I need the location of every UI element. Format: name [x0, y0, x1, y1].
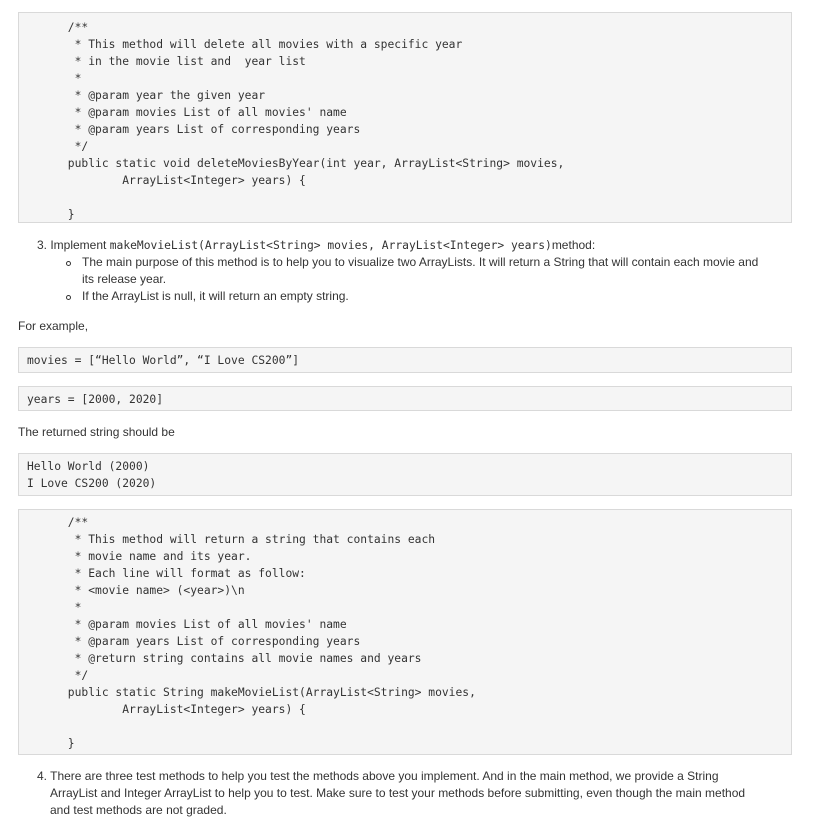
code-line: /** — [27, 21, 89, 34]
bullet-text: The main purpose of this method is to help you to visualize two ArrayLists. It will return a String that will contain each movie and — [82, 255, 759, 269]
item-3-suffix: method: — [551, 238, 596, 252]
code-line: */ — [27, 140, 89, 153]
code-line: /** — [27, 516, 89, 529]
code-line: * @param movies List of all movies' name — [27, 618, 347, 631]
code-line: * — [27, 72, 82, 85]
code-line: * @param years List of corresponding years — [27, 123, 361, 136]
code-line: movies = [“Hello World”, “I Love CS200”] — [27, 354, 300, 367]
code-line: years = [2000, 2020] — [27, 393, 164, 406]
code-line: * <movie name> (<year>)\n — [27, 584, 245, 597]
code-line: * Each line will format as follow: — [27, 567, 306, 580]
code-line — [27, 189, 791, 206]
code-line: * in the movie list and year list — [27, 55, 306, 68]
code-line: * @param year the given year — [27, 89, 266, 102]
bullet-text: If the ArrayList is null, it will return an empty string. — [82, 289, 349, 303]
list-item-4-line-3: and test methods are not graded. — [50, 803, 227, 817]
returned-string-text: The returned string should be — [18, 425, 175, 439]
item-3-method-signature: makeMovieList(ArrayList<String> movies, ArrayList<Integer> years) — [109, 239, 552, 252]
code-line: ArrayList<Integer> years) { — [27, 174, 306, 187]
code-line: public static void deleteMoviesByYear(int year, ArrayList<String> movies, — [27, 157, 565, 170]
code-line: } — [27, 737, 75, 750]
code-line: * — [27, 601, 82, 614]
code-line: * movie name and its year. — [27, 550, 252, 563]
code-line: I Love CS200 (2020) — [27, 477, 157, 490]
code-block-movies — [18, 347, 792, 373]
code-line: * This method will return a string that contains each — [27, 533, 436, 546]
code-block-delete-movies — [18, 12, 792, 223]
code-line: * @param movies List of all movies' name — [27, 106, 347, 119]
list-item-3 — [37, 237, 595, 254]
bullet-text-continued: its release year. — [82, 272, 167, 286]
code-block-make-movie-list — [18, 509, 792, 755]
code-line: public static String makeMovieList(ArrayList<String> movies, — [27, 686, 476, 699]
list-item-4-line-2: ArrayList and Integer ArrayList to help you to test. Make sure to test your methods before submitting, even though the main method — [50, 786, 746, 800]
code-line: } — [27, 208, 75, 221]
code-line — [27, 718, 791, 735]
bullet-icon — [66, 295, 71, 300]
code-block-output — [18, 453, 792, 496]
code-block-years — [18, 386, 792, 411]
bullet-icon — [66, 261, 71, 266]
list-item-4-line-1: 4. There are three test methods to help you test the methods above you implement. And in the main method, we provide a String — [37, 769, 719, 783]
code-line: * @param years List of corresponding years — [27, 635, 361, 648]
code-line: Hello World (2000) — [27, 460, 150, 473]
code-line: ArrayList<Integer> years) { — [27, 703, 306, 716]
code-line: */ — [27, 669, 89, 682]
item-3-number: 3. Implement — [37, 238, 107, 252]
code-line: * This method will delete all movies with a specific year — [27, 38, 463, 51]
for-example-text: For example, — [18, 319, 89, 333]
code-line: * @return string contains all movie names and years — [27, 652, 422, 665]
